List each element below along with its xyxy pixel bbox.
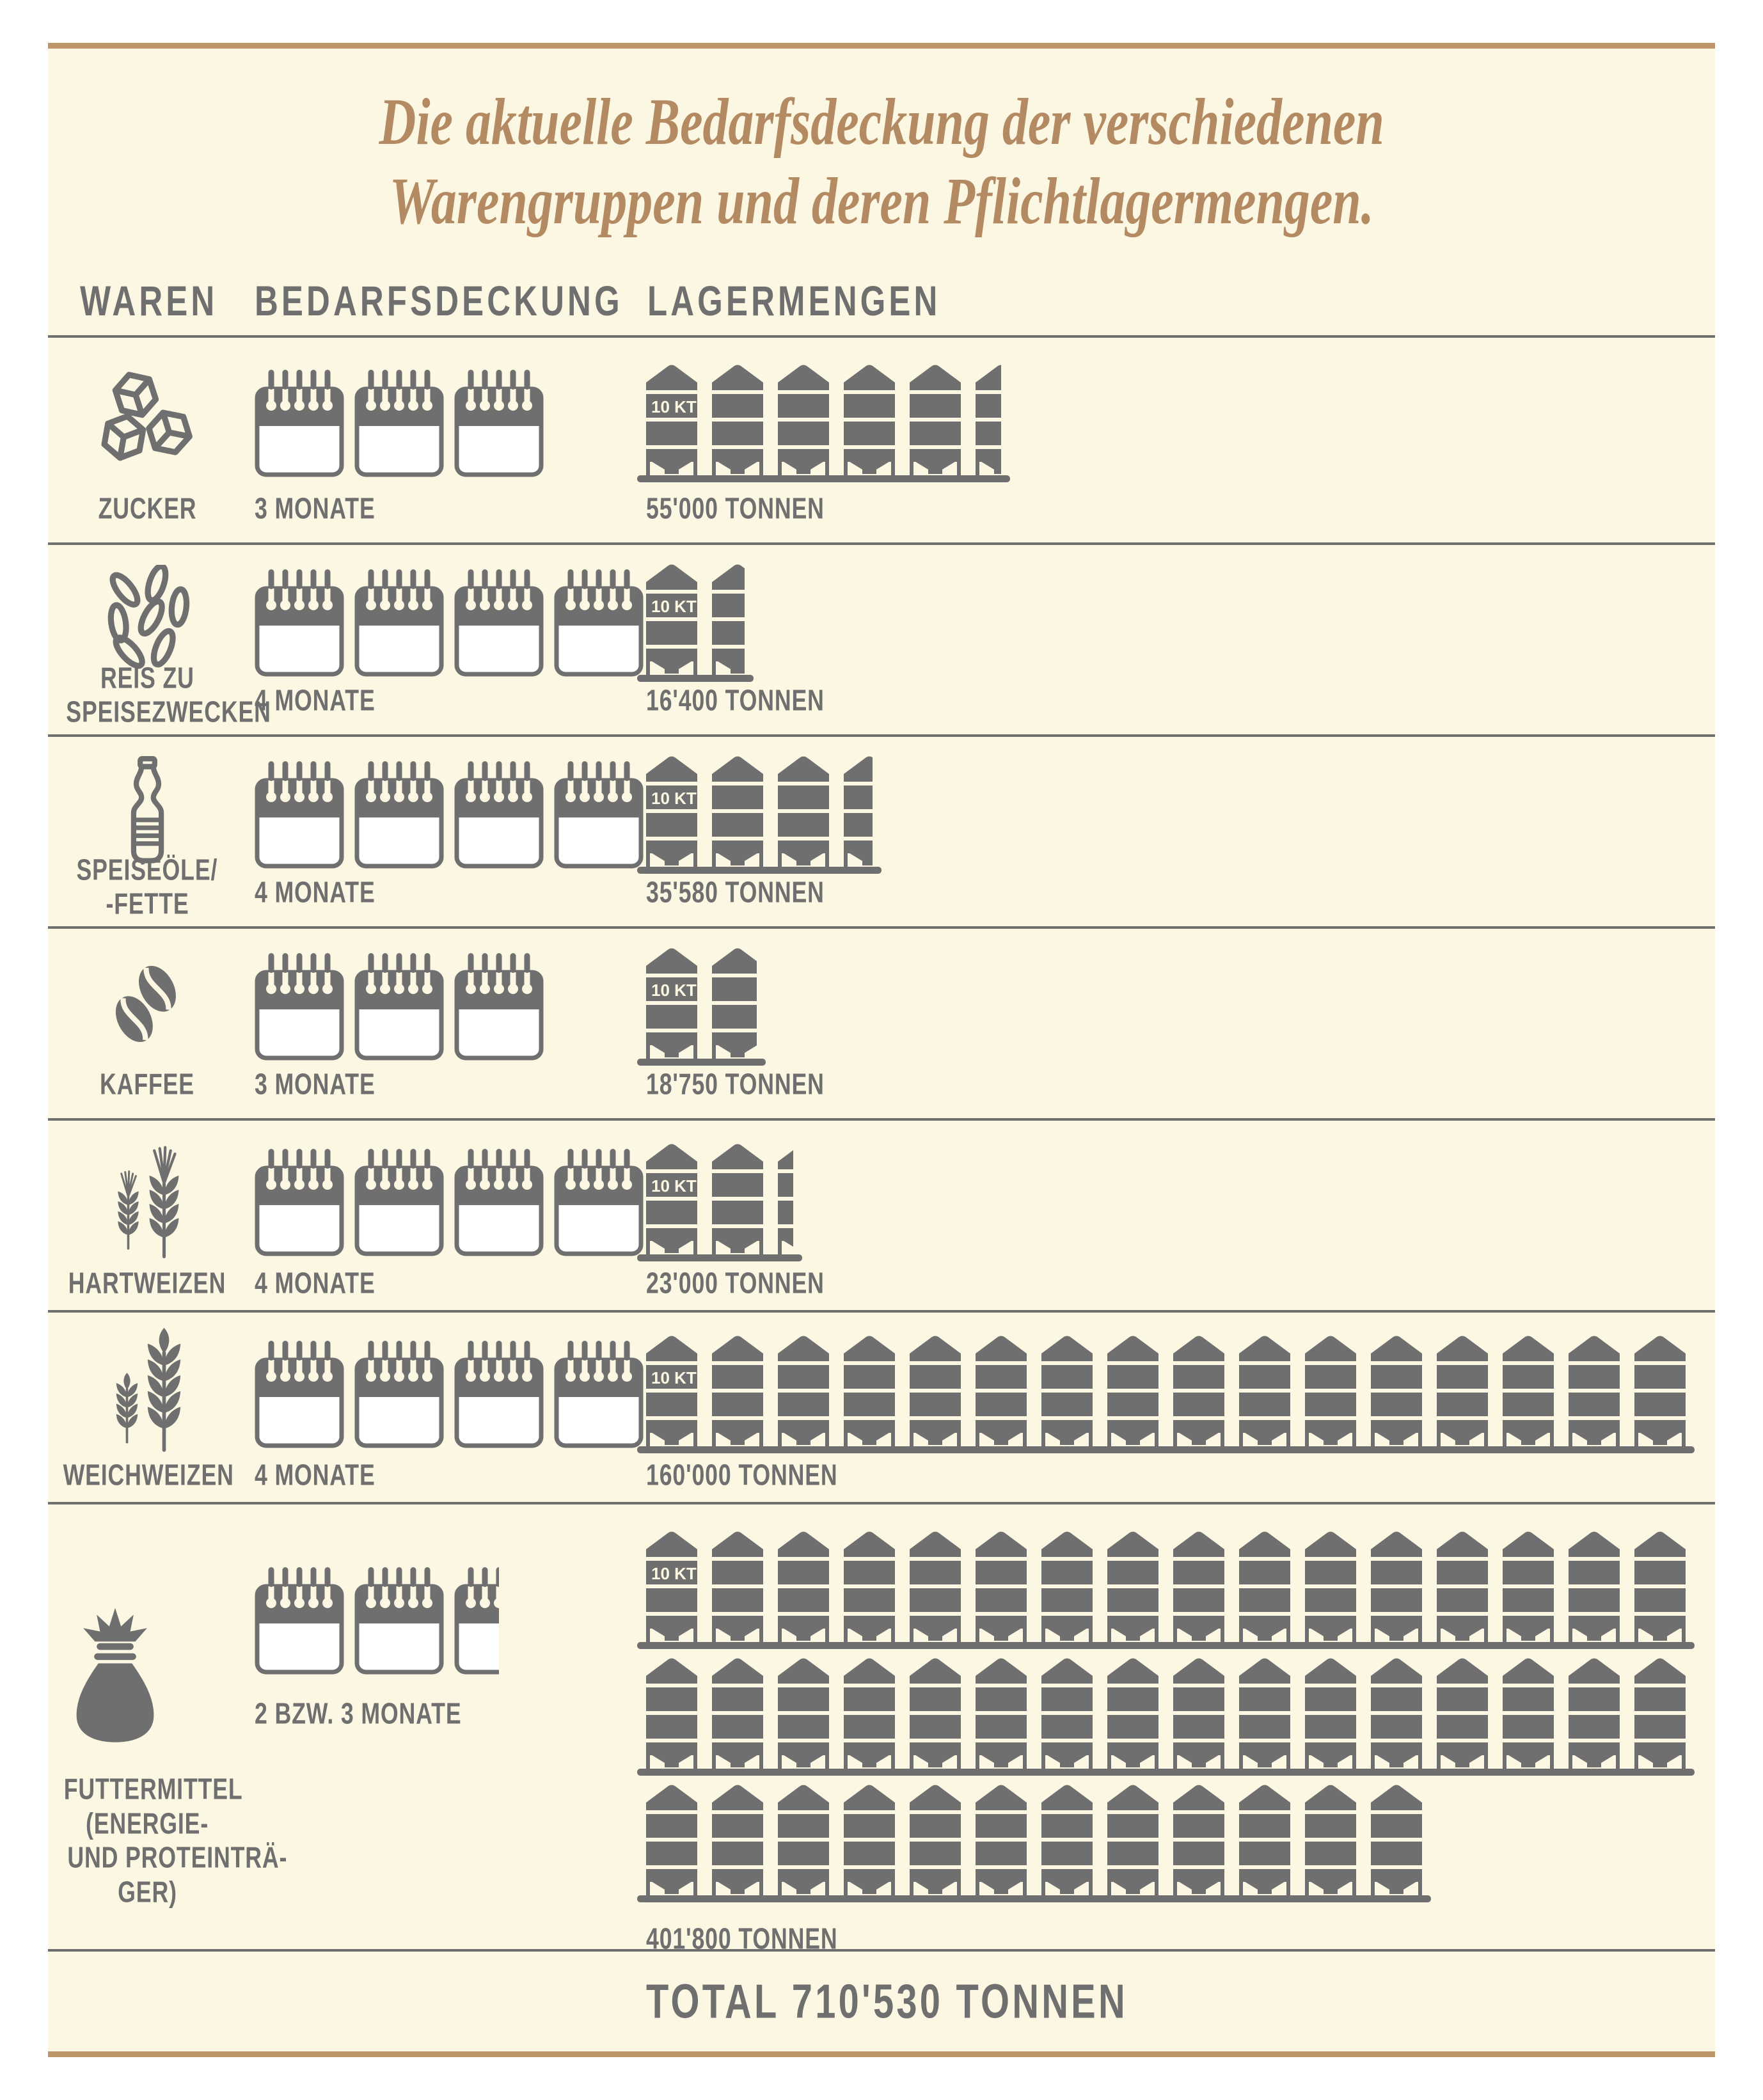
silo-row (646, 755, 873, 874)
silo-icon (1634, 1334, 1686, 1446)
total-label: TOTAL 710'530 TONNEN (646, 1975, 1128, 2028)
silo-icon (778, 1783, 829, 1895)
silo-icon (910, 1783, 961, 1895)
silo-icon (1437, 1657, 1488, 1769)
coverage-cell-reis (246, 545, 646, 734)
silo-icon (646, 563, 697, 675)
silo-unit-label: 10 KT (651, 597, 697, 616)
silo-icon (844, 1783, 895, 1895)
durum-wheat-icon (95, 1136, 200, 1267)
commodity-label (48, 1772, 288, 1909)
calendar-group (255, 1339, 644, 1448)
silo-icon (1173, 1334, 1224, 1446)
silo-row (646, 1783, 1422, 1902)
silo-baseline (637, 475, 1010, 482)
silo-icon (910, 1657, 961, 1769)
commodity-label-line: HARTWEIZEN (68, 1266, 226, 1300)
silo-icon (976, 1530, 1027, 1642)
calendar-month-icon (255, 1566, 344, 1675)
silo-icon (1107, 1783, 1158, 1895)
months-label: 4 MONATE (255, 683, 376, 717)
commodity-label (48, 1266, 246, 1300)
silo-icon (1634, 1657, 1686, 1769)
calendar-month-icon (354, 1148, 444, 1256)
commodity-label (48, 853, 246, 922)
silo-icon (1239, 1657, 1290, 1769)
commodity-label (48, 491, 246, 526)
calendar-month-icon (255, 952, 344, 1061)
page-title-line2 (303, 162, 1461, 241)
silo-partial-icon (712, 947, 757, 1059)
commodity-cell-reis (48, 545, 271, 734)
silo-icon (646, 947, 697, 1059)
silo-icon (1305, 1334, 1356, 1446)
silo-icon (1173, 1657, 1224, 1769)
commodity-cell-zucker (48, 338, 246, 542)
silo-unit-label: 10 KT (651, 789, 697, 808)
silo-icon (1041, 1530, 1093, 1642)
silo-row (646, 1142, 793, 1261)
silo-icon (910, 363, 961, 475)
silo-icon (712, 1657, 763, 1769)
table-row-zucker (48, 338, 1715, 545)
calendar-month-icon (354, 1566, 444, 1675)
commodity-cell-kaffee (48, 929, 246, 1118)
silo-partial-icon (844, 755, 873, 867)
silo-icon (1041, 1334, 1093, 1446)
silo-icon (976, 1334, 1027, 1446)
silo-icon (712, 1783, 763, 1895)
tonnage-label: 55'000 TONNEN (646, 491, 825, 525)
silo-baseline (637, 1895, 1431, 1902)
calendar-month-icon (354, 568, 444, 677)
commodity-label-line: SPEISEÖLE/ (76, 853, 218, 886)
calendar-month-icon (354, 760, 444, 869)
calendar-month-icon (255, 368, 344, 477)
months-label: 3 MONATE (255, 1067, 376, 1101)
silo-icon (844, 1530, 895, 1642)
silo-icon (1503, 1334, 1554, 1446)
silo-icon (1305, 1530, 1356, 1642)
total-row (48, 1952, 1715, 2051)
commodity-label (48, 661, 271, 730)
silo-icon (1634, 1530, 1686, 1642)
coverage-cell-hartweizen (246, 1121, 646, 1317)
silo-icon (646, 1783, 697, 1895)
silo-icon (778, 755, 829, 867)
silo-line (646, 755, 873, 867)
silo-line (646, 363, 1001, 475)
calendar-month-icon (454, 1339, 544, 1448)
silo-partial-icon (778, 1142, 793, 1254)
coffee-beans-icon (95, 952, 200, 1061)
column-header-lagermengen: LAGERMENGEN (647, 277, 941, 324)
silo-icon (712, 1334, 763, 1446)
silo-unit-label: 10 KT (651, 981, 697, 1000)
months-label: 4 MONATE (255, 1458, 376, 1492)
silo-line (646, 1530, 1686, 1642)
months-label: 4 MONATE (255, 1266, 376, 1300)
silo-icon (1569, 1657, 1620, 1769)
silo-icon (778, 363, 829, 475)
commodity-label (48, 1067, 246, 1101)
storage-cell-speiseoele (646, 737, 1715, 926)
table-row-hartweizen (48, 1121, 1715, 1313)
coverage-cell-weichweizen (246, 1313, 646, 1509)
silo-icon (646, 363, 697, 475)
silo-icon (1239, 1530, 1290, 1642)
silo-icon (778, 1334, 829, 1446)
silo-icon (1371, 1530, 1422, 1642)
silo-icon (1437, 1530, 1488, 1642)
commodity-rows (48, 338, 1715, 1955)
silo-row (646, 1334, 1686, 1453)
calendar-month-icon (554, 568, 644, 677)
tonnage-label: 23'000 TONNEN (646, 1266, 825, 1300)
silo-icon (844, 1334, 895, 1446)
commodity-label-line: REIS ZU (100, 661, 194, 694)
silo-icon (976, 1657, 1027, 1769)
calendar-month-icon (454, 568, 544, 677)
table-row-futtermittel (48, 1504, 1715, 1955)
silo-unit-label: 10 KT (651, 1564, 697, 1583)
commodity-label-line: WEICHWEIZEN (63, 1458, 234, 1492)
silo-row (646, 1530, 1686, 1649)
calendar-group (255, 568, 644, 677)
months-label: 2 BZW. 3 MONATE (255, 1696, 462, 1730)
silo-icon (910, 1334, 961, 1446)
infographic-panel (48, 43, 1715, 2057)
silo-icon (712, 755, 763, 867)
commodity-cell-hartweizen (48, 1121, 246, 1317)
calendar-month-icon (554, 1339, 644, 1448)
sugar-cubes-icon (95, 368, 200, 477)
silo-unit-label: 10 KT (651, 1368, 697, 1387)
silo-icon (1173, 1783, 1224, 1895)
storage-cell-reis (646, 545, 1715, 734)
tonnage-label: 35'580 TONNEN (646, 875, 825, 909)
column-header-bedarfsdeckung: BEDARFSDECKUNG (255, 277, 623, 324)
silo-baseline (637, 1446, 1695, 1453)
silo-line (646, 1657, 1686, 1769)
calendar-group (255, 1148, 644, 1256)
calendar-month-icon (354, 368, 444, 477)
storage-cell-weichweizen (646, 1313, 1715, 1509)
calendar-group (255, 760, 644, 869)
silo-icon (712, 1142, 763, 1254)
calendar-group (255, 952, 544, 1061)
silo-icon (1173, 1530, 1224, 1642)
table-row-kaffee (48, 929, 1715, 1121)
silo-icon (1569, 1530, 1620, 1642)
storage-cell-zucker (646, 338, 1715, 542)
tonnage-label: 18'750 TONNEN (646, 1067, 825, 1101)
silo-icon (646, 1334, 697, 1446)
silo-icon (1107, 1334, 1158, 1446)
commodity-label-line: SPEISEZWECKEN (66, 695, 271, 729)
calendar-group (255, 368, 544, 477)
silo-icon (778, 1530, 829, 1642)
storage-cell-kaffee (646, 929, 1715, 1118)
tonnage-label: 16'400 TONNEN (646, 683, 825, 717)
silo-line (646, 1334, 1686, 1446)
calendar-month-icon (454, 368, 544, 477)
silo-icon (1503, 1530, 1554, 1642)
silo-unit-label: 10 KT (651, 1176, 697, 1196)
coverage-cell-kaffee (246, 929, 646, 1118)
calendar-month-icon (255, 1339, 344, 1448)
silo-partial-icon (712, 563, 745, 675)
silo-icon (1305, 1657, 1356, 1769)
coverage-cell-speiseoele (246, 737, 646, 926)
calendar-month-icon (454, 760, 544, 869)
column-headers (48, 266, 1715, 338)
coverage-cell-zucker (246, 338, 646, 542)
silo-icon (1503, 1657, 1554, 1769)
silo-line (646, 563, 745, 675)
silo-icon (646, 1142, 697, 1254)
silo-baseline (637, 1642, 1695, 1649)
calendar-month-icon (554, 1148, 644, 1256)
table-row-weichweizen (48, 1313, 1715, 1504)
silo-icon (1437, 1334, 1488, 1446)
feed-sack-icon (48, 1602, 182, 1753)
column-header-waren: WAREN (80, 277, 218, 324)
calendar-month-icon (354, 1339, 444, 1448)
silo-icon (1371, 1657, 1422, 1769)
silo-row (646, 1657, 1686, 1776)
silo-icon (1239, 1334, 1290, 1446)
calendar-group (255, 1566, 499, 1675)
silo-icon (1371, 1334, 1422, 1446)
commodity-cell-weichweizen (48, 1313, 246, 1509)
silo-icon (910, 1530, 961, 1642)
silo-line (646, 1783, 1422, 1895)
silo-partial-icon (976, 363, 1001, 475)
silo-icon (712, 1530, 763, 1642)
calendar-month-icon (454, 1148, 544, 1256)
silo-icon (1371, 1783, 1422, 1895)
silo-icon (844, 363, 895, 475)
silo-icon (712, 363, 763, 475)
silo-icon (1041, 1783, 1093, 1895)
calendar-month-icon (454, 952, 544, 1061)
table-row-reis (48, 545, 1715, 737)
silo-icon (1305, 1783, 1356, 1895)
commodity-label-line: ZUCKER (98, 491, 196, 525)
commodity-label-line: UND PROTEINTRÄ- (67, 1840, 288, 1874)
silo-icon (646, 1530, 697, 1642)
calendar-month-icon (255, 568, 344, 677)
silo-baseline (637, 1254, 802, 1261)
page-title-text2: Warengruppen und deren Pflichtlagermengen. (389, 164, 1374, 239)
commodity-label (48, 1458, 246, 1492)
silo-icon (1041, 1657, 1093, 1769)
page-title-line1 (290, 83, 1473, 162)
soft-wheat-icon (95, 1328, 200, 1459)
storage-cell-futtermittel (646, 1504, 1715, 1956)
silo-icon (646, 755, 697, 867)
silo-line (646, 947, 757, 1059)
tonnage-label: 160'000 TONNEN (646, 1458, 838, 1492)
silo-icon (844, 1657, 895, 1769)
calendar-month-icon (255, 760, 344, 869)
silo-line (646, 1142, 793, 1254)
silo-unit-label: 10 KT (651, 397, 697, 416)
tonnage-label: 401'800 TONNEN (646, 1922, 838, 1955)
commodity-label-line: (ENERGIE- (85, 1806, 209, 1840)
silo-icon (1107, 1657, 1158, 1769)
commodity-cell-speiseoele (48, 737, 246, 926)
silo-row (646, 563, 745, 682)
silo-icon (1239, 1783, 1290, 1895)
coverage-cell-futtermittel (246, 1504, 646, 1956)
silo-icon (976, 1783, 1027, 1895)
commodity-label-line: KAFFEE (100, 1067, 194, 1101)
silo-baseline (637, 1769, 1695, 1776)
commodity-label-line: -FETTE (105, 887, 189, 920)
months-label: 3 MONATE (255, 491, 376, 525)
commodity-label-line: GER) (117, 1875, 177, 1909)
title-block (48, 49, 1715, 266)
commodity-label-line: FUTTERMITTEL (63, 1772, 243, 1806)
commodity-cell-futtermittel (48, 1504, 288, 1956)
silo-icon (1107, 1530, 1158, 1642)
calendar-partial-month-icon (454, 1566, 499, 1675)
storage-cell-hartweizen (646, 1121, 1715, 1317)
page-title-text1: Die aktuelle Bedarfsdeckung der verschiedenen (379, 85, 1384, 159)
calendar-month-icon (255, 1148, 344, 1256)
silo-icon (1569, 1334, 1620, 1446)
silo-icon (778, 1657, 829, 1769)
calendar-month-icon (554, 760, 644, 869)
silo-row (646, 947, 757, 1066)
table-row-speiseoele (48, 737, 1715, 929)
calendar-month-icon (354, 952, 444, 1061)
silo-icon (646, 1657, 697, 1769)
silo-row (646, 363, 1001, 482)
months-label: 4 MONATE (255, 875, 376, 909)
